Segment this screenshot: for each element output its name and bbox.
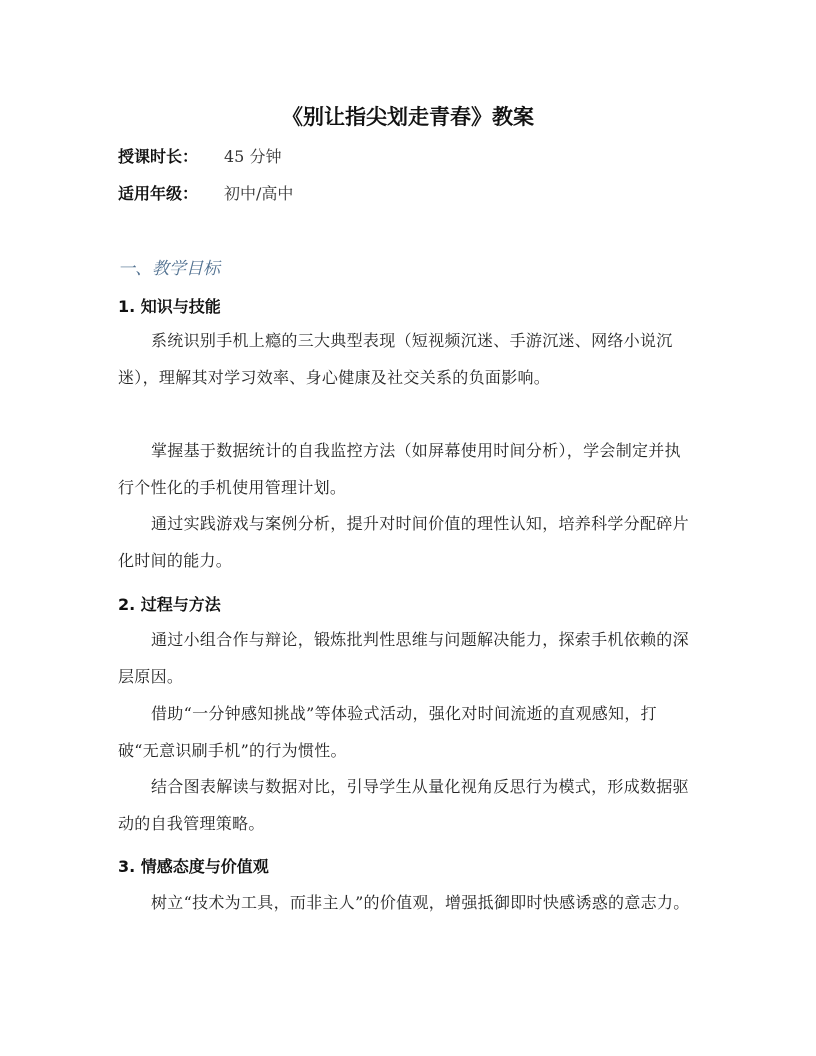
- paragraph: 借助“一分钟感知挑战”等体验式活动，强化对时间流逝的直观感知，打破“无意识刷手机”的行为惯性。: [118, 704, 657, 760]
- meta-grade: [118, 183, 293, 205]
- document-title: 《别让指尖划走青春》教案: [282, 105, 534, 129]
- paragraph: 掌握基于数据统计的自我监控方法（如屏幕使用时间分析），学会制定并执行个性化的手机使用管理计划。: [118, 441, 681, 497]
- paragraph: 通过实践游戏与案例分析，提升对时间价值的理性认知，培养科学分配碎片化时间的能力。: [118, 514, 689, 570]
- paragraph: 结合图表解读与数据对比，引导学生从量化视角反思行为模式，形成数据驱动的自我管理策略。: [118, 777, 689, 833]
- meta-grade-label: 适用年级：: [118, 184, 199, 203]
- meta-duration-value: 45 分钟: [224, 147, 282, 166]
- meta-grade-value: 初中/高中: [224, 184, 294, 203]
- subheading-emotion-values: 3. 情感态度与价值观: [118, 857, 269, 876]
- section-heading-teaching-objectives: 一、教学目标: [118, 259, 220, 279]
- paragraph: 系统识别手机上瘾的三大典型表现（短视频沉迷、手游沉迷、网络小说沉迷），理解其对学习效率、身心健康及社交关系的负面影响。: [118, 331, 673, 387]
- subheading-knowledge-skills: 1. 知识与技能: [118, 297, 221, 316]
- meta-duration-label: 授课时长：: [118, 147, 199, 166]
- meta-duration: [118, 146, 281, 168]
- paragraph: 树立“技术为工具，而非主人”的价值观，增强抵御即时快感诱惑的意志力。: [151, 893, 690, 912]
- paragraph: 通过小组合作与辩论，锻炼批判性思维与问题解决能力，探索手机依赖的深层原因。: [118, 630, 689, 686]
- subheading-process-methods: 2. 过程与方法: [118, 595, 221, 614]
